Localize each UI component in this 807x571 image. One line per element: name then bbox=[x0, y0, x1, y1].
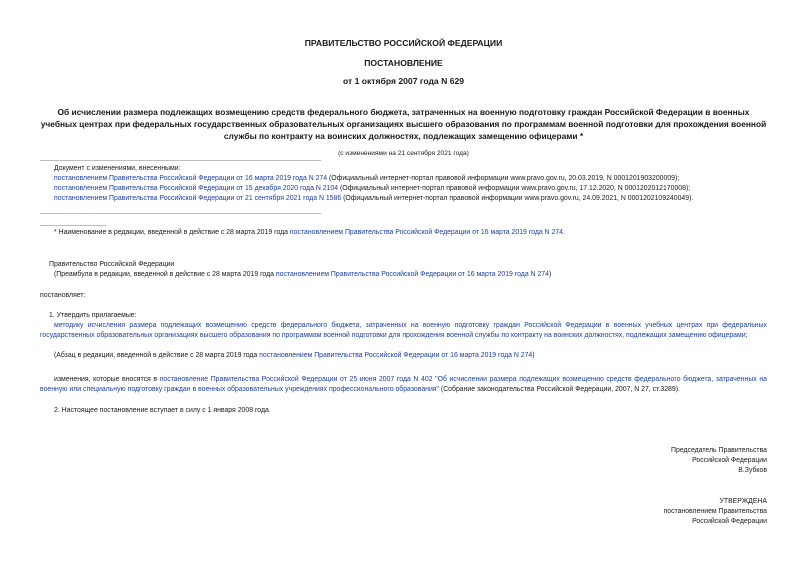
signature-name: В.Зубков bbox=[738, 467, 767, 474]
item1-changes-text: изменения, которые вносятся в bbox=[54, 376, 160, 383]
item1-edit-end: ) bbox=[532, 352, 535, 359]
item1-changes bbox=[40, 375, 767, 395]
approved-heading: УТВЕРЖДЕНА bbox=[719, 498, 767, 505]
item1-edit-link[interactable]: постановлением Правительства Российской Федерации от 16 марта 2019 года N 274 bbox=[259, 352, 533, 359]
item2-text: 2. Настоящее постановление вступает в силу с 1 января 2008 года. bbox=[54, 407, 271, 414]
item1-edit-note bbox=[54, 351, 774, 361]
footnote-end: . bbox=[563, 229, 565, 236]
doc-type-heading: ПОСТАНОВЛЕНИЕ bbox=[364, 58, 443, 68]
preamble-edit-text: (Преамбула в редакции, введенной в действие с 28 марта 2019 года bbox=[54, 271, 276, 278]
amendment-item bbox=[54, 174, 774, 184]
footnote bbox=[54, 228, 774, 238]
changes-note: (с изменениями на 21 сентября 2021 года) bbox=[338, 150, 469, 157]
changes-link[interactable]: постановление Правительства Российской Федерации от 25 июня 2007 года N 402 "Об исчислении размера подлежащих возмещению средств федерального бюджета, затраченных на военную или специальную подготовку граждан в военных образовательных учреждениях профессионального образования" bbox=[40, 376, 767, 393]
item1-edit-text: (Абзац в редакции, введенной в действие с 28 марта 2019 года bbox=[54, 352, 260, 359]
approved-line: Российской Федерации bbox=[692, 518, 767, 525]
item1-methodology bbox=[40, 321, 767, 341]
approved-line: постановлением Правительства bbox=[663, 508, 767, 515]
signature-country: Российской Федерации bbox=[692, 457, 767, 464]
amendment-link[interactable]: постановлением Правительства Российской Федерации от 15 декабря 2020 года N 2104 bbox=[54, 185, 339, 192]
government-heading: ПРАВИТЕЛЬСТВО РОССИЙСКОЙ ФЕДЕРАЦИИ bbox=[304, 38, 503, 48]
footnote-text: * Наименование в редакции, введенной в действие с 28 марта 2019 года bbox=[54, 229, 290, 236]
date-number: от 1 октября 2007 года N 629 bbox=[342, 76, 465, 86]
preamble-edit-note bbox=[54, 270, 774, 280]
footnote-rule bbox=[40, 225, 106, 226]
amendment-item bbox=[54, 194, 774, 204]
divider-bottom bbox=[40, 213, 321, 214]
preamble-line: Правительство Российской Федерации bbox=[49, 261, 175, 268]
amendments-block bbox=[54, 164, 774, 204]
signature-block bbox=[567, 446, 767, 476]
amendment-source: (Официальный интернет-портал правовой информации www.pravo.gov.ru, 20.03.2019, N 0001201903200009); bbox=[327, 175, 680, 182]
document-title: Об исчислении размера подлежащих возмещению средств федерального бюджета, затраченных на военную подготовку граждан Российской Федерации в военных учебных центрах при федеральных государственных образовательных организациях высшего образования по программам военной подготовки для прохождения военной службы по контракту на воинских должностях, подлежащих замещению офицерами * bbox=[40, 107, 767, 141]
preamble-edit-end: ) bbox=[548, 271, 552, 278]
preamble-edit-link[interactable]: постановлением Правительства Российской Федерации от 16 марта 2019 года N 274 bbox=[275, 271, 549, 278]
approved-block bbox=[567, 497, 767, 527]
item1-changes-end: (Собрание законодательства Российской Федерации, 2007, N 27, ст.3289). bbox=[438, 386, 680, 393]
signature-position: Председатель Правительства bbox=[671, 447, 767, 454]
resolves-text: постановляет: bbox=[40, 292, 86, 299]
amendment-item bbox=[54, 184, 774, 194]
item1-lead: 1. Утвердить прилагаемые: bbox=[49, 312, 137, 319]
amendment-link[interactable]: постановлением Правительства Российской Федерации от 16 марта 2019 года N 274 bbox=[54, 175, 328, 182]
amendments-intro: Документ с изменениями, внесенными: bbox=[54, 165, 181, 172]
methodology-link[interactable]: методику исчисления размера подлежащих возмещению средств федерального бюджета, затраченных на военную подготовку граждан Российской Федерации в военных учебных центрах при федеральных государственных образовательных организациях высшего образования по программам военной подготовки для прохождения военной службы по контракту на воинских должностях, подлежащих замещению офицерами; bbox=[40, 322, 767, 339]
amendment-link[interactable]: постановлением Правительства Российской Федерации от 21 сентября 2021 года N 1586 bbox=[54, 195, 342, 202]
amendment-source: (Официальный интернет-портал правовой информации www.pravo.gov.ru, 17.12.2020, N 0001202012170008); bbox=[338, 185, 691, 192]
divider-top bbox=[40, 160, 321, 161]
footnote-link[interactable]: постановлением Правительства Российской Федерации от 16 марта 2019 года N 274 bbox=[289, 229, 563, 236]
amendment-source: (Официальный интернет-портал правовой информации www.pravo.gov.ru, 24.09.2021, N 0001202109240049). bbox=[341, 195, 694, 202]
